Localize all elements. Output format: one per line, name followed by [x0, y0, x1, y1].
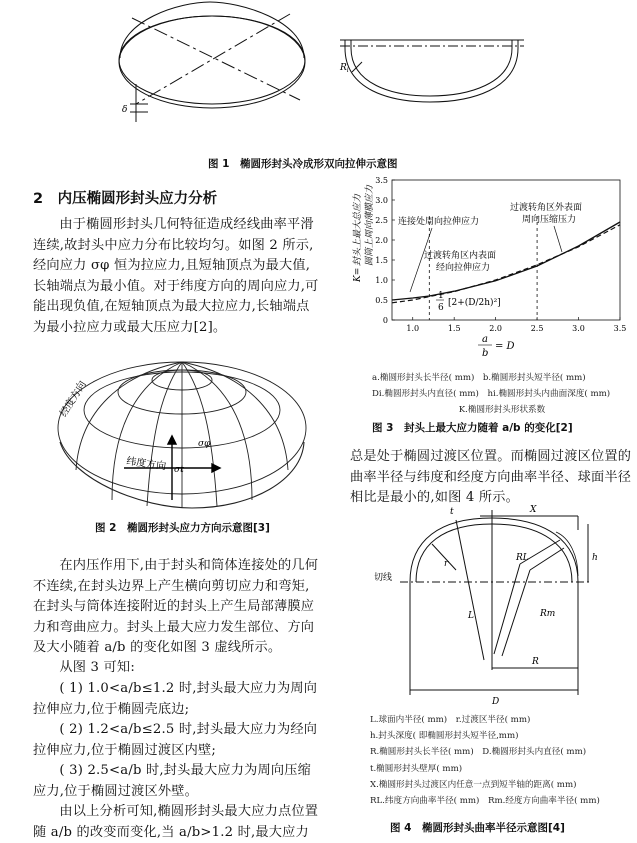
- svg-text:K=: K=: [353, 267, 363, 282]
- y-tick-label: 2.5: [375, 216, 388, 225]
- fig2-sigma-theta: σt: [174, 465, 184, 475]
- series-line-solid: [392, 222, 620, 300]
- fig4-t: t: [450, 507, 454, 517]
- svg-text:1: 1: [438, 291, 444, 301]
- fig3-annot-circ: 连接处周向拉伸应力: [398, 217, 480, 227]
- x-tick-label: 3.0: [572, 324, 585, 333]
- fig4-R: R: [532, 657, 539, 667]
- fig1-caption: 图 1 椭圆形封头冷成形双向拉伸示意图: [208, 158, 398, 170]
- fig3-legend-line: K.椭圆形封头形状系数: [458, 405, 546, 416]
- fig1-r-label: $R_i$: [340, 63, 349, 74]
- fig3-annot-outer: 过渡转角区外表面: [510, 203, 583, 213]
- x-tick-label: 2.0: [489, 324, 503, 333]
- fig1-dome-left: [119, 2, 305, 122]
- svg-text:6: 6: [438, 303, 444, 313]
- fig3-annot-inner2: 经向拉伸应力: [436, 263, 491, 273]
- para-4: 由以上分析可知,椭圆形封头最大应力点位置随 a/b 的改变而变化,当 a/b>1.2 时,最大应力: [33, 804, 319, 840]
- fig2-meridian-label: 经度方向: [58, 379, 89, 420]
- chart-axes: [375, 176, 626, 333]
- svg-text:a: a: [482, 334, 488, 345]
- fig2-caption: 图 2 椭圆形封头应力方向示意图[3]: [95, 522, 270, 534]
- y-tick-label: 3.5: [375, 176, 388, 185]
- fig1-section-right: [340, 40, 524, 102]
- fig4-rm: Rm: [540, 609, 556, 619]
- fig1-drawing: [100, 0, 560, 150]
- fig4-h: h: [592, 553, 598, 563]
- list-item-3: ( 3) 2.5<a/b 时,封头最大应力为周向压缩应力,位于椭圆过渡区外壁。: [33, 763, 312, 799]
- y-tick-label: 2.0: [375, 236, 388, 245]
- fig3-ylabel: [352, 184, 375, 283]
- fig4-x: X: [530, 505, 537, 515]
- svg-text:封头上最大总应力: 封头上最大总应力: [353, 193, 363, 266]
- right-para: 总是处于椭圆过渡区位置。而椭圆过渡区位置的曲率半径与纬度和经度方向曲率半径、球面半径相比是最小的,如图 4 所示。: [350, 449, 632, 505]
- fig3-caption: 图 3 封头上最大应力随着 a/b 的变化[2]: [372, 422, 573, 434]
- fig3-chart: [340, 172, 630, 372]
- svg-text:b: b: [482, 348, 489, 359]
- fig3-legend-line: a.椭圆形封头长半径( mm) b.椭圆形封头短半径( mm): [372, 373, 586, 383]
- y-tick-label: 0: [382, 316, 388, 325]
- list-item-1: ( 1) 1.0<a/b≤1.2 时,封头最大应力为周向拉伸应力,位于椭圆壳底边;: [33, 681, 318, 717]
- y-tick-label: 0.5: [375, 296, 388, 305]
- para-3: 从图 3 可知:: [59, 660, 135, 675]
- y-tick-label: 1.0: [375, 276, 388, 285]
- y-tick-label: 3.0: [375, 196, 388, 205]
- x-tick-label: 1.5: [447, 324, 461, 333]
- svg-text:= D: = D: [495, 341, 515, 352]
- fig4-legend-line: h.封头深度( 即椭圆形封头短半径,mm): [370, 731, 519, 742]
- fig2-latitude-label: 纬度方向: [125, 456, 167, 473]
- fig4-tangent: 切线: [374, 573, 393, 583]
- fig4-D: D: [492, 697, 500, 707]
- fig4-legend-line: L.球面内半径( mm) r.过渡区半径( mm): [370, 715, 531, 725]
- fig3-xlabel: [478, 334, 515, 359]
- svg-text:[2+(D/2h)²]: [2+(D/2h)²]: [448, 298, 501, 308]
- fig4-rl: RL: [516, 553, 529, 563]
- fig2-sigma-phi: σφ: [198, 439, 211, 449]
- fig4-L: L: [468, 611, 474, 621]
- fig3-formula: [436, 291, 501, 313]
- x-tick-label: 3.5: [613, 324, 627, 333]
- svg-text:圆筒上周向薄膜应力: 圆筒上周向薄膜应力: [365, 184, 375, 266]
- fig4-legend-line: RL.纬度方向曲率半径( mm) Rm.经度方向曲率半径( mm): [370, 796, 600, 807]
- fig3-legend: [372, 370, 632, 419]
- fig2-drawing: [52, 350, 312, 520]
- chart-lines: [392, 222, 620, 303]
- fig3-legend-line: Di.椭圆形封头内直径( mm) hi.椭圆形封头内曲面深度( mm): [372, 389, 611, 400]
- fig3-annot-outer2: 周向压缩压力: [522, 215, 577, 225]
- fig4-legend-line: X.椭圆形封头过渡区内任意一点到短半轴的距离( mm): [370, 779, 577, 790]
- x-tick-label: 1.0: [406, 324, 420, 333]
- fig1-delta-label: δ: [122, 105, 128, 115]
- fig4-legend-line: R.椭圆形封头长半径( mm) D.椭圆形封头内直径( mm): [370, 747, 587, 758]
- y-tick-label: 1.5: [375, 256, 388, 265]
- fig4-drawing: [370, 500, 620, 710]
- section-heading: 2 内压椭圆形封头应力分析: [33, 191, 218, 207]
- fig3-annot-inner: 过渡转角区内表面: [424, 251, 497, 261]
- x-tick-label: 2.5: [530, 324, 544, 333]
- fig4-legend-line: t.椭圆形封头壁厚( mm): [370, 763, 463, 774]
- fig4-r: r: [444, 559, 449, 569]
- fig4-legend: [370, 712, 632, 809]
- para-1: 由于椭圆形封头几何特征造成经线曲率平滑连续,故封头中应力分布比较均匀。如图 2 所示,经向应力 σφ 恒为拉应力,且短轴顶点为最大值,长轴端点为最小值。对于纬度方向的周向应力,可能出现负值,在短轴顶点为最大拉应力,长轴端点为最小拉应力或最大压应力[2]。: [33, 217, 319, 335]
- list-item-2: ( 2) 1.2<a/b≤2.5 时,封头最大应力为经向拉伸应力,位于椭圆过渡区内壁;: [33, 722, 318, 758]
- plot-frame: [392, 180, 620, 320]
- para-2: 在内压作用下,由于封头和筒体连接处的几何不连续,在封头边界上产生横向剪切应力和弯矩,在封头与筒体连接附近的封头上产生局部薄膜应力和弯曲应力。封头上最大应力发生部位、方向及大小随着 a/b 的变化如图 3 虚线所示。: [33, 558, 319, 655]
- fig4-caption: 图 4 椭圆形封头曲率半径示意图[4]: [390, 822, 565, 834]
- series-line-dashed: [392, 225, 620, 303]
